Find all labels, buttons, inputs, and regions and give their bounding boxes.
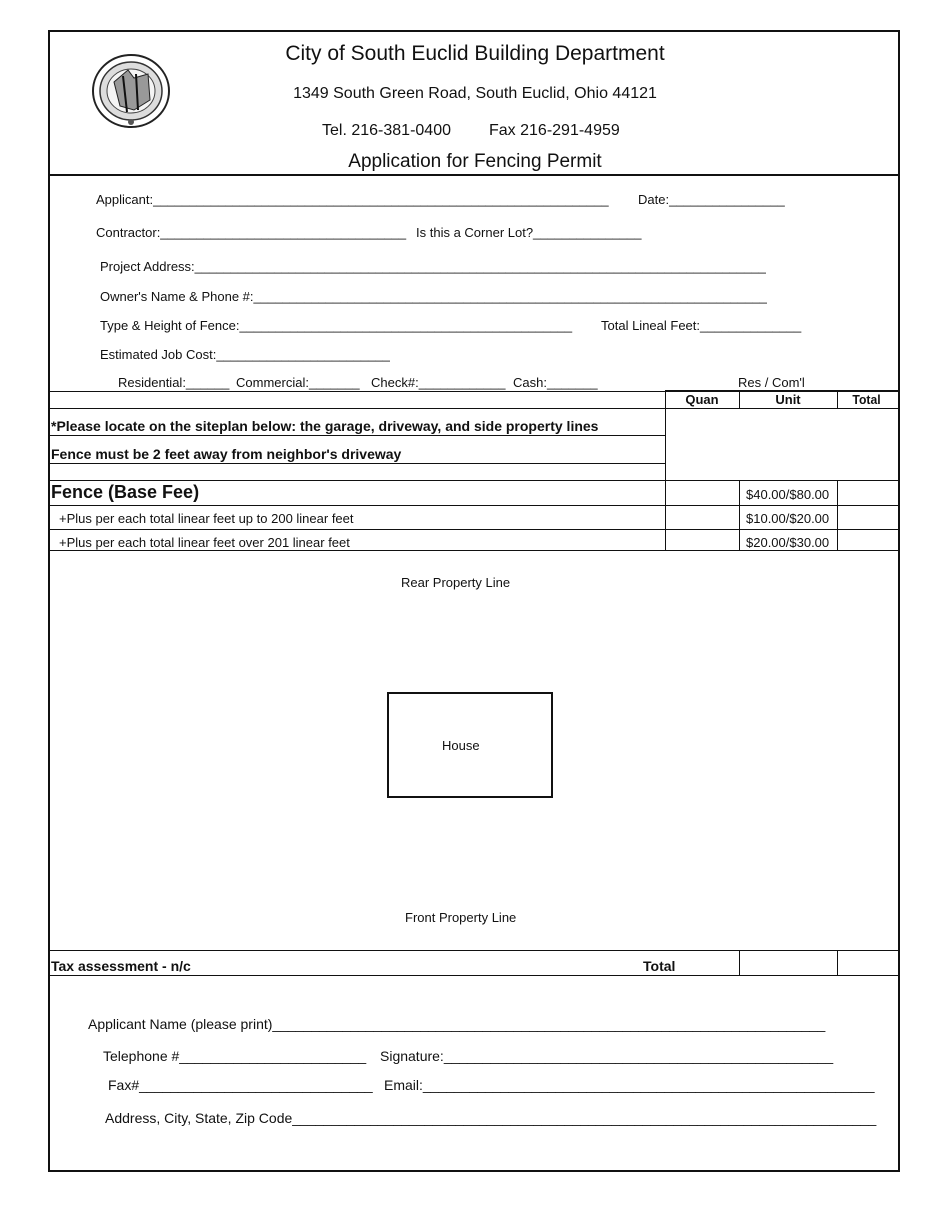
linear-200-label: +Plus per each total linear feet up to 200 linear feet	[59, 511, 354, 526]
commercial-field[interactable]: Commercial:_______	[236, 375, 360, 390]
department-phone: Tel. 216-381-0400	[322, 122, 451, 139]
tax-assessment-label: Tax assessment - n/c	[51, 958, 191, 974]
cash-field[interactable]: Cash:_______	[513, 375, 598, 390]
base-fee-unit: $40.00/$80.00	[746, 487, 830, 502]
email-field[interactable]: Email:__________________________________________________________	[384, 1077, 875, 1093]
linear-201-unit: $20.00/$30.00	[746, 535, 830, 550]
city-seal-icon	[90, 52, 172, 130]
house-label: House	[442, 738, 480, 753]
totals-total-left	[837, 950, 838, 975]
totals-top	[48, 950, 900, 951]
base-fee-label: Fence (Base Fee)	[51, 482, 200, 502]
totals-unit-left	[739, 950, 740, 975]
total-label: Total	[643, 958, 676, 974]
check-field[interactable]: Check#:____________	[371, 375, 506, 390]
fax-field[interactable]: Fax#______________________________	[108, 1077, 373, 1093]
note2-divider	[48, 463, 665, 464]
front-property-line: Front Property Line	[405, 910, 517, 925]
signature-field[interactable]: Signature:__________________________________________________	[380, 1048, 834, 1064]
col-total-header: Total	[852, 392, 881, 407]
blank-row-divider	[48, 480, 900, 481]
contractor-field[interactable]: Contractor:__________________________________	[96, 225, 407, 240]
driveway-note: Fence must be 2 feet away from neighbor's driveway	[51, 446, 402, 462]
col-quan-header: Quan	[685, 392, 719, 407]
col-total-left-rows	[837, 480, 838, 550]
table-top-left	[48, 391, 665, 392]
form-title: Application for Fencing Permit	[348, 151, 602, 172]
col-unit-left-rows	[739, 480, 740, 550]
row1-divider	[48, 505, 900, 506]
job-cost-field[interactable]: Estimated Job Cost:________________________	[100, 347, 390, 362]
full-address-field[interactable]: Address, City, State, Zip Code___________________________________________________________________________	[105, 1110, 877, 1126]
date-field[interactable]: Date:________________	[638, 192, 785, 207]
right-tick	[898, 436, 900, 463]
linear-200-unit: $10.00/$20.00	[746, 511, 830, 526]
col-unit-header: Unit	[775, 392, 801, 407]
applicant-field[interactable]: Applicant:_______________________________________________________________	[96, 192, 609, 207]
corner-lot-field[interactable]: Is this a Corner Lot?_______________	[416, 225, 642, 240]
col-quan-left	[665, 390, 666, 550]
applicant-name-field[interactable]: Applicant Name (please print)_______________________________________________________________________	[88, 1016, 826, 1032]
telephone-field[interactable]: Telephone #________________________	[103, 1048, 367, 1064]
totals-bottom	[48, 975, 900, 976]
project-address-field[interactable]: Project Address:_______________________________________________________________________________	[100, 259, 766, 274]
residential-field[interactable]: Residential:______	[118, 375, 230, 390]
department-address: 1349 South Green Road, South Euclid, Ohio 44121	[293, 85, 657, 102]
linear-201-label: +Plus per each total linear feet over 201 linear feet	[59, 535, 350, 550]
rear-property-line: Rear Property Line	[401, 575, 511, 590]
department-title: City of South Euclid Building Department	[285, 42, 665, 65]
row2-divider	[48, 529, 900, 530]
note1-divider	[48, 435, 665, 436]
header-divider	[48, 174, 900, 176]
table-header-divider	[48, 408, 900, 409]
department-fax: Fax 216-291-4959	[489, 122, 620, 139]
fence-type-field[interactable]: Type & Height of Fence:______________________________________________	[100, 318, 573, 333]
row3-divider	[48, 550, 900, 551]
owner-field[interactable]: Owner's Name & Phone #:_______________________________________________________________________	[100, 289, 767, 304]
lineal-feet-field[interactable]: Total Lineal Feet:______________	[601, 318, 802, 333]
res-com-label: Res / Com'l	[738, 375, 805, 390]
siteplan-note: *Please locate on the siteplan below: the garage, driveway, and side property lines	[51, 418, 599, 434]
